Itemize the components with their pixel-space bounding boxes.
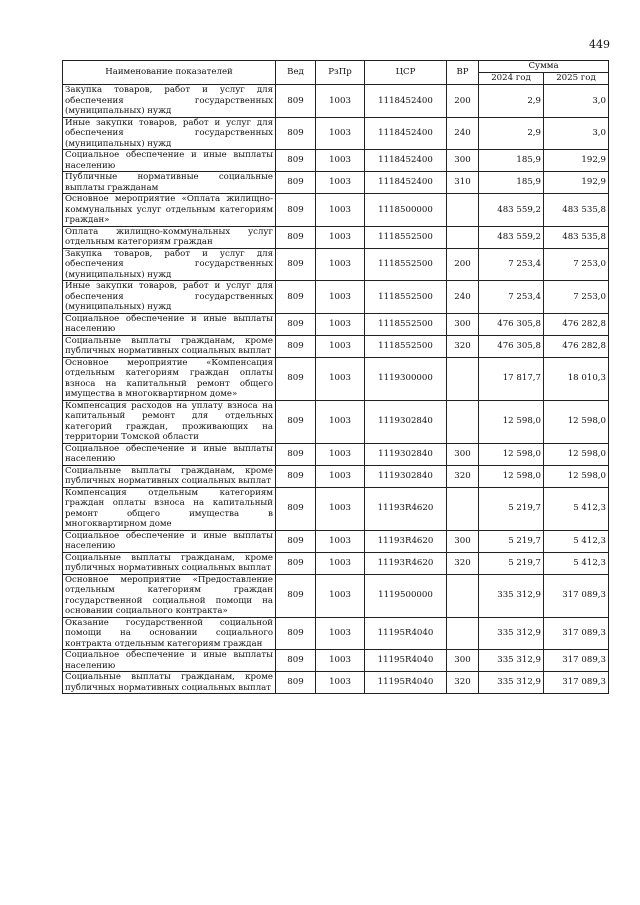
row-vr xyxy=(447,194,479,227)
row-name: Социальное обеспечение и иные выплаты населению xyxy=(63,313,276,335)
row-csr: 1118452400 xyxy=(365,172,447,194)
row-sum-2024: 7 253,4 xyxy=(479,248,544,281)
row-sum-2025: 317 089,3 xyxy=(544,617,609,650)
table-row xyxy=(63,465,609,487)
table-row xyxy=(63,357,609,400)
row-sum-2025: 3,0 xyxy=(544,85,609,118)
table-row xyxy=(63,400,609,443)
row-rzpr: 1003 xyxy=(316,443,365,465)
row-name: Социальное обеспечение и иные выплаты населению xyxy=(63,150,276,172)
row-vr xyxy=(447,487,479,530)
row-sum-2025: 5 412,3 xyxy=(544,487,609,530)
row-name: Основное мероприятие «Компенсация отдельным категориям граждан оплаты взноса на капитальный ремонт общего имущества в многоквартирном доме» xyxy=(63,357,276,400)
row-rzpr: 1003 xyxy=(316,226,365,248)
row-csr: 1119302840 xyxy=(365,400,447,443)
row-sum-2024: 335 312,9 xyxy=(479,617,544,650)
row-vr: 320 xyxy=(447,672,479,694)
row-vr: 300 xyxy=(447,443,479,465)
table-row xyxy=(63,194,609,227)
row-rzpr: 1003 xyxy=(316,194,365,227)
row-rzpr: 1003 xyxy=(316,530,365,552)
row-ved: 809 xyxy=(276,150,316,172)
row-sum-2025: 5 412,3 xyxy=(544,530,609,552)
table-row xyxy=(63,313,609,335)
row-sum-2025: 483 535,8 xyxy=(544,226,609,248)
table-row xyxy=(63,150,609,172)
row-ved: 809 xyxy=(276,530,316,552)
row-sum-2024: 7 253,4 xyxy=(479,281,544,314)
row-sum-2024: 185,9 xyxy=(479,172,544,194)
table-row xyxy=(63,335,609,357)
row-csr: 11195R4040 xyxy=(365,617,447,650)
row-name: Оплата жилищно-коммунальных услуг отдельным категориям граждан xyxy=(63,226,276,248)
row-sum-2025: 7 253,0 xyxy=(544,248,609,281)
row-csr: 1118552500 xyxy=(365,248,447,281)
row-csr: 1119302840 xyxy=(365,443,447,465)
row-sum-2024: 5 219,7 xyxy=(479,530,544,552)
row-rzpr: 1003 xyxy=(316,357,365,400)
row-sum-2025: 192,9 xyxy=(544,150,609,172)
row-rzpr: 1003 xyxy=(316,400,365,443)
row-name: Компенсация расходов на уплату взноса на капитальный ремонт для отдельных категорий граждан, проживающих на территории Томской области xyxy=(63,400,276,443)
row-rzpr: 1003 xyxy=(316,85,365,118)
row-vr: 320 xyxy=(447,335,479,357)
page-number: 449 xyxy=(589,38,610,51)
header-2024: 2024 год xyxy=(479,73,544,85)
header-2025: 2025 год xyxy=(544,73,609,85)
row-sum-2025: 12 598,0 xyxy=(544,465,609,487)
row-name: Основное мероприятие «Предоставление отдельным категориям граждан государственной социальной помощи на основании социального контракта» xyxy=(63,574,276,617)
row-vr xyxy=(447,400,479,443)
row-rzpr: 1003 xyxy=(316,281,365,314)
row-name: Социальные выплаты гражданам, кроме публичных нормативных социальных выплат xyxy=(63,465,276,487)
row-ved: 809 xyxy=(276,117,316,150)
table-row xyxy=(63,117,609,150)
row-csr: 1118552500 xyxy=(365,226,447,248)
table-row xyxy=(63,85,609,118)
row-rzpr: 1003 xyxy=(316,617,365,650)
row-vr: 300 xyxy=(447,650,479,672)
row-sum-2025: 476 282,8 xyxy=(544,335,609,357)
row-ved: 809 xyxy=(276,650,316,672)
row-ved: 809 xyxy=(276,400,316,443)
row-name: Социальное обеспечение и иные выплаты населению xyxy=(63,650,276,672)
row-name: Иные закупки товаров, работ и услуг для обеспечения государственных (муниципальных) нужд xyxy=(63,281,276,314)
row-sum-2024: 2,9 xyxy=(479,117,544,150)
table-row xyxy=(63,443,609,465)
row-csr: 1118452400 xyxy=(365,117,447,150)
row-ved: 809 xyxy=(276,226,316,248)
budget-table xyxy=(62,60,609,694)
row-rzpr: 1003 xyxy=(316,172,365,194)
row-sum-2025: 483 535,8 xyxy=(544,194,609,227)
row-sum-2024: 12 598,0 xyxy=(479,400,544,443)
row-csr: 11193R4620 xyxy=(365,530,447,552)
row-ved: 809 xyxy=(276,574,316,617)
table-row xyxy=(63,248,609,281)
row-ved: 809 xyxy=(276,617,316,650)
row-name: Основное мероприятие «Оплата жилищно-коммунальных услуг отдельным категориям граждан» xyxy=(63,194,276,227)
row-ved: 809 xyxy=(276,172,316,194)
row-csr: 11193R4620 xyxy=(365,552,447,574)
row-rzpr: 1003 xyxy=(316,313,365,335)
row-sum-2025: 3,0 xyxy=(544,117,609,150)
row-csr: 11195R4040 xyxy=(365,672,447,694)
row-rzpr: 1003 xyxy=(316,335,365,357)
header-name: Наименование показателей xyxy=(63,61,276,85)
header-ved: Вед xyxy=(276,61,316,85)
row-rzpr: 1003 xyxy=(316,672,365,694)
row-ved: 809 xyxy=(276,85,316,118)
row-rzpr: 1003 xyxy=(316,248,365,281)
row-csr: 1119302840 xyxy=(365,465,447,487)
row-sum-2025: 12 598,0 xyxy=(544,400,609,443)
row-sum-2024: 17 817,7 xyxy=(479,357,544,400)
row-ved: 809 xyxy=(276,443,316,465)
row-sum-2025: 18 010,3 xyxy=(544,357,609,400)
row-ved: 809 xyxy=(276,465,316,487)
row-sum-2024: 335 312,9 xyxy=(479,650,544,672)
row-csr: 1118452400 xyxy=(365,85,447,118)
row-sum-2025: 476 282,8 xyxy=(544,313,609,335)
row-name: Социальные выплаты гражданам, кроме публичных нормативных социальных выплат xyxy=(63,552,276,574)
table-row xyxy=(63,574,609,617)
row-name: Оказание государственной социальной помощи на основании социального контракта отдельным категориям граждан xyxy=(63,617,276,650)
row-sum-2024: 335 312,9 xyxy=(479,574,544,617)
header-rzpr: РзПр xyxy=(316,61,365,85)
row-csr: 1118500000 xyxy=(365,194,447,227)
row-vr: 310 xyxy=(447,172,479,194)
row-name: Компенсация отдельным категориям граждан оплаты взноса на капитальный ремонт общего имущества в многоквартирном доме xyxy=(63,487,276,530)
row-sum-2024: 476 305,8 xyxy=(479,313,544,335)
row-csr: 1118552500 xyxy=(365,313,447,335)
row-ved: 809 xyxy=(276,357,316,400)
table-row xyxy=(63,172,609,194)
row-ved: 809 xyxy=(276,335,316,357)
row-ved: 809 xyxy=(276,552,316,574)
row-ved: 809 xyxy=(276,672,316,694)
row-ved: 809 xyxy=(276,194,316,227)
row-csr: 11193R4620 xyxy=(365,487,447,530)
row-sum-2025: 5 412,3 xyxy=(544,552,609,574)
row-name: Социальные выплаты гражданам, кроме публичных нормативных социальных выплат xyxy=(63,672,276,694)
row-csr: 1118552500 xyxy=(365,335,447,357)
row-vr xyxy=(447,574,479,617)
row-rzpr: 1003 xyxy=(316,465,365,487)
row-name: Иные закупки товаров, работ и услуг для обеспечения государственных (муниципальных) нужд xyxy=(63,117,276,150)
header-csr: ЦСР xyxy=(365,61,447,85)
row-rzpr: 1003 xyxy=(316,574,365,617)
row-sum-2024: 185,9 xyxy=(479,150,544,172)
row-sum-2024: 476 305,8 xyxy=(479,335,544,357)
row-sum-2025: 317 089,3 xyxy=(544,574,609,617)
row-vr: 300 xyxy=(447,530,479,552)
row-sum-2024: 483 559,2 xyxy=(479,226,544,248)
row-name: Социальное обеспечение и иные выплаты населению xyxy=(63,443,276,465)
row-ved: 809 xyxy=(276,248,316,281)
row-name: Социальное обеспечение и иные выплаты населению xyxy=(63,530,276,552)
row-name: Закупка товаров, работ и услуг для обеспечения государственных (муниципальных) нужд xyxy=(63,248,276,281)
header-sum: Сумма xyxy=(479,61,609,73)
row-sum-2025: 192,9 xyxy=(544,172,609,194)
row-vr: 320 xyxy=(447,465,479,487)
row-sum-2024: 2,9 xyxy=(479,85,544,118)
row-vr: 200 xyxy=(447,85,479,118)
table-row xyxy=(63,487,609,530)
row-ved: 809 xyxy=(276,487,316,530)
row-rzpr: 1003 xyxy=(316,552,365,574)
row-vr: 200 xyxy=(447,248,479,281)
row-name: Социальные выплаты гражданам, кроме публичных нормативных социальных выплат xyxy=(63,335,276,357)
row-vr xyxy=(447,357,479,400)
table-body xyxy=(63,85,609,694)
row-ved: 809 xyxy=(276,313,316,335)
table-row xyxy=(63,226,609,248)
row-ved: 809 xyxy=(276,281,316,314)
row-sum-2024: 5 219,7 xyxy=(479,552,544,574)
row-rzpr: 1003 xyxy=(316,650,365,672)
row-sum-2025: 317 089,3 xyxy=(544,672,609,694)
table-row xyxy=(63,672,609,694)
row-sum-2024: 5 219,7 xyxy=(479,487,544,530)
table-row xyxy=(63,650,609,672)
row-csr: 1118452400 xyxy=(365,150,447,172)
row-name: Закупка товаров, работ и услуг для обеспечения государственных (муниципальных) нужд xyxy=(63,85,276,118)
header-vr: ВР xyxy=(447,61,479,85)
row-sum-2024: 12 598,0 xyxy=(479,465,544,487)
row-sum-2025: 317 089,3 xyxy=(544,650,609,672)
row-csr: 1119500000 xyxy=(365,574,447,617)
row-vr: 300 xyxy=(447,313,479,335)
row-vr: 320 xyxy=(447,552,479,574)
table-row xyxy=(63,281,609,314)
row-vr xyxy=(447,617,479,650)
row-csr: 11195R4040 xyxy=(365,650,447,672)
table-row xyxy=(63,552,609,574)
row-vr: 300 xyxy=(447,150,479,172)
row-sum-2025: 7 253,0 xyxy=(544,281,609,314)
row-csr: 1119300000 xyxy=(365,357,447,400)
row-csr: 1118552500 xyxy=(365,281,447,314)
row-sum-2024: 483 559,2 xyxy=(479,194,544,227)
row-sum-2024: 12 598,0 xyxy=(479,443,544,465)
row-rzpr: 1003 xyxy=(316,150,365,172)
row-name: Публичные нормативные социальные выплаты гражданам xyxy=(63,172,276,194)
row-vr: 240 xyxy=(447,281,479,314)
table-row xyxy=(63,530,609,552)
row-rzpr: 1003 xyxy=(316,487,365,530)
row-vr: 240 xyxy=(447,117,479,150)
row-vr xyxy=(447,226,479,248)
row-sum-2025: 12 598,0 xyxy=(544,443,609,465)
row-sum-2024: 335 312,9 xyxy=(479,672,544,694)
table-row xyxy=(63,617,609,650)
row-rzpr: 1003 xyxy=(316,117,365,150)
